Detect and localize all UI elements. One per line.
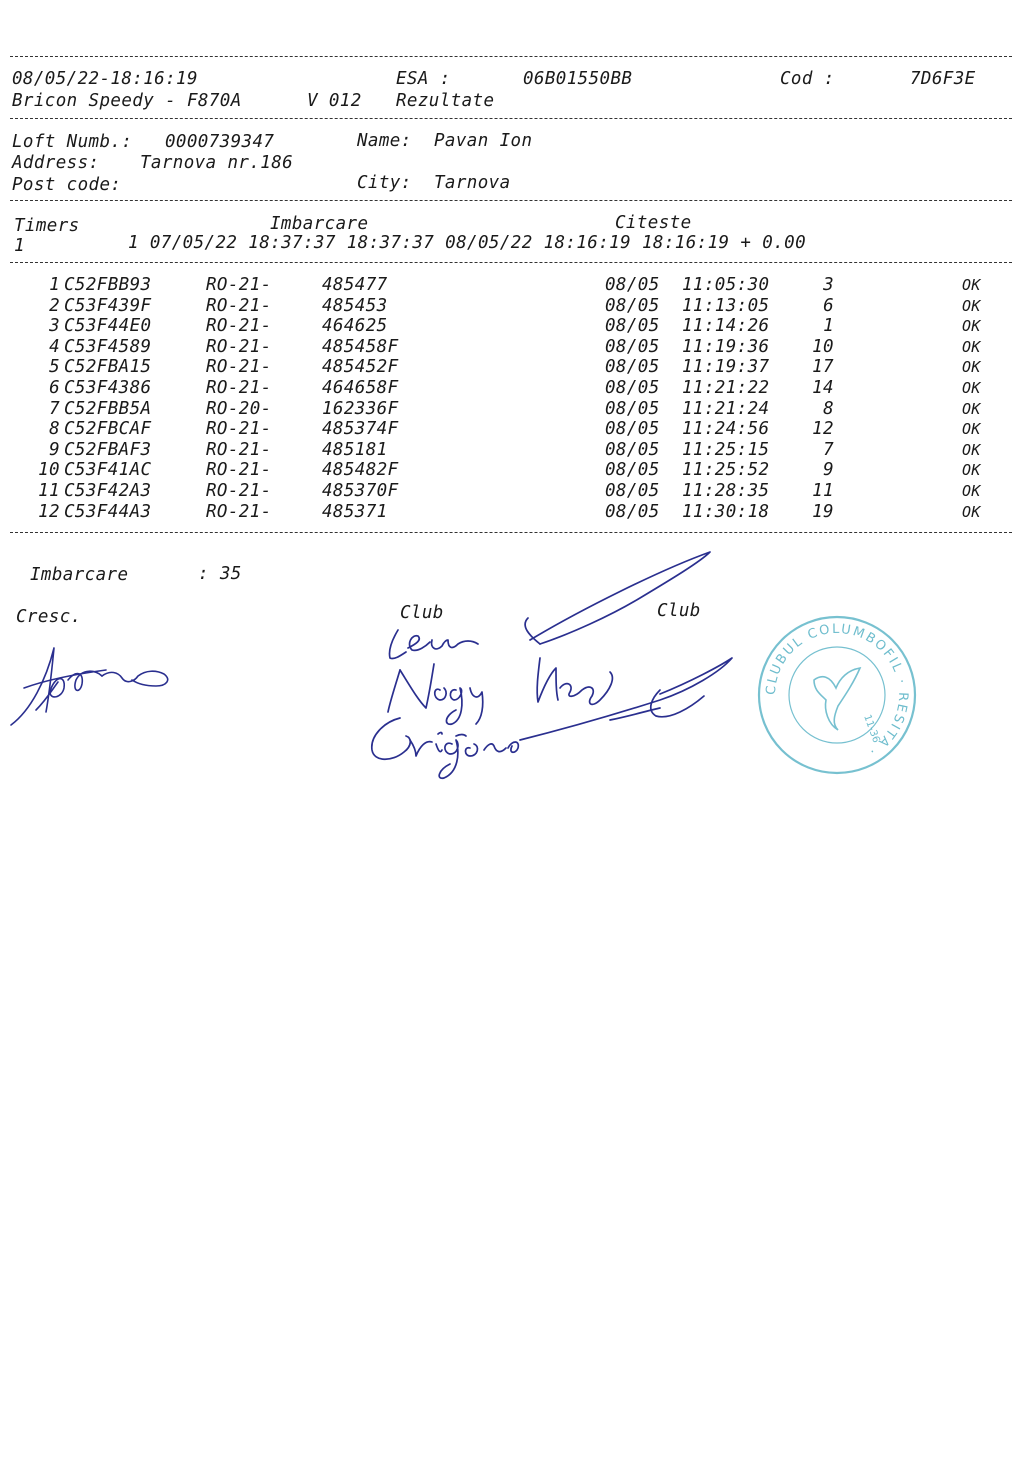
- breeder-label: Cresc.: [16, 607, 82, 627]
- row-number: 2: [49, 295, 60, 316]
- arrival-time: 11:19:36: [682, 336, 770, 357]
- timers-label: Timers: [14, 216, 80, 236]
- arrival-time: 11:21:24: [682, 398, 770, 419]
- ring-number: 485370F: [322, 481, 399, 501]
- ring-prefix: RO-21-: [206, 481, 272, 501]
- divider-header: [10, 118, 1012, 119]
- ring-number: 485181: [322, 439, 388, 460]
- status: OK: [962, 461, 981, 480]
- esa-value: 06B01550BB: [523, 69, 633, 89]
- row-number: 5: [49, 357, 60, 378]
- name-value: Pavan Ion: [434, 131, 533, 151]
- cod-label: Cod :: [780, 69, 835, 89]
- row-number: 4: [49, 336, 60, 357]
- arrival-date: 08/05: [605, 398, 660, 419]
- arrival-count: 6: [823, 295, 834, 316]
- ring-number: 162336F: [322, 398, 399, 419]
- row-number: 9: [49, 439, 60, 460]
- loft-number-value: 0000739347: [165, 132, 275, 152]
- arrival-count: 11: [812, 481, 834, 501]
- ring-prefix: RO-21-: [206, 275, 272, 295]
- status: OK: [962, 379, 981, 397]
- arrival-date: 08/05: [605, 295, 660, 316]
- arrival-time: 11:05:30: [682, 275, 770, 295]
- arrival-date: 08/05: [605, 460, 660, 481]
- divider-owner: [10, 200, 1012, 201]
- row-number: 12: [38, 501, 60, 522]
- postcode-label: Post code:: [12, 175, 122, 195]
- status: OK: [962, 276, 981, 294]
- arrival-count: 17: [812, 357, 834, 378]
- ring-prefix: RO-21-: [206, 501, 272, 522]
- ring-prefix: RO-21-: [206, 295, 272, 316]
- esa-label: ESA :: [396, 69, 451, 89]
- row-number: 7: [49, 398, 60, 419]
- chip-id: C52FBAF3: [64, 439, 152, 460]
- arrival-date: 08/05: [605, 439, 660, 460]
- timer-row: 1 07/05/22 18:37:37 18:37:37 08/05/22 18:16:19 18:16:19 + 0.00: [128, 233, 807, 253]
- arrival-time: 11:13:05: [682, 295, 770, 316]
- chip-id: C52FBA15: [64, 357, 152, 378]
- arrival-count: 9: [823, 460, 834, 481]
- row-number: 10: [38, 460, 60, 481]
- arrival-time: 11:21:22: [682, 378, 770, 398]
- club-label-left: Club: [400, 603, 444, 623]
- stamp-code: 11-36: [861, 713, 882, 745]
- header-datetime: 08/05/22-18:16:19: [12, 69, 198, 89]
- breeder-signature: [6, 640, 186, 740]
- chip-id: C53F44A3: [64, 501, 152, 522]
- status: OK: [962, 420, 981, 439]
- arrival-count: 3: [823, 275, 834, 295]
- ring-prefix: RO-21-: [206, 419, 272, 440]
- chip-id: C53F44E0: [64, 316, 152, 337]
- arrival-time: 11:19:37: [682, 357, 770, 378]
- chip-id: C53F4589: [64, 336, 152, 357]
- arrival-count: 12: [812, 419, 834, 440]
- row-number: 8: [49, 419, 60, 440]
- divider-results: [10, 532, 1012, 533]
- ring-number: 464658F: [322, 378, 399, 398]
- ring-prefix: RO-21-: [206, 336, 272, 357]
- arrival-date: 08/05: [605, 419, 660, 440]
- arrival-time: 11:24:56: [682, 419, 770, 440]
- row-number: 11: [38, 481, 60, 501]
- club-label-right: Club: [657, 601, 701, 621]
- device-version: V 012: [307, 91, 362, 111]
- status: OK: [962, 317, 981, 336]
- arrival-count: 8: [823, 398, 834, 419]
- arrival-count: 7: [823, 439, 834, 460]
- timers-imbarcare-label: Imbarcare: [270, 214, 369, 234]
- ring-prefix: RO-21-: [206, 439, 272, 460]
- arrival-time: 11:28:35: [682, 481, 770, 501]
- ring-number: 485453: [322, 295, 388, 316]
- status: OK: [962, 399, 981, 418]
- row-number: 6: [49, 378, 60, 398]
- club-signatures: [360, 540, 760, 790]
- footer-imbarcare-label: Imbarcare: [30, 565, 129, 585]
- city-label: City:: [357, 173, 412, 193]
- arrival-date: 08/05: [605, 275, 660, 295]
- ring-number: 485482F: [322, 460, 399, 481]
- address-value: Tarnova nr.186: [140, 153, 294, 173]
- timers-citeste-label: Citeste: [615, 213, 692, 233]
- arrival-time: 11:30:18: [682, 501, 770, 522]
- arrival-date: 08/05: [605, 316, 660, 337]
- ring-prefix: RO-21-: [206, 316, 272, 337]
- arrival-count: 19: [812, 501, 834, 522]
- club-stamp: [752, 610, 922, 780]
- arrival-date: 08/05: [605, 501, 660, 522]
- arrival-time: 11:25:15: [682, 439, 770, 460]
- arrival-time: 11:25:52: [682, 460, 770, 481]
- stamp-ring-text: [764, 622, 910, 759]
- ring-number: 464625: [322, 316, 388, 337]
- device-name: Bricon Speedy - F870A: [12, 91, 242, 111]
- chip-id: C53F41AC: [64, 460, 152, 481]
- chip-id: C52FBB5A: [64, 398, 152, 419]
- arrival-date: 08/05: [605, 357, 660, 378]
- stamp-ring-textpath: CLUBUL COLUMBOFIL · RESITA ·: [763, 621, 911, 760]
- city-value: Tarnova: [434, 173, 511, 193]
- divider-top: [10, 56, 1012, 57]
- arrival-count: 14: [812, 378, 834, 398]
- address-label: Address:: [12, 153, 100, 173]
- name-label: Name:: [357, 131, 412, 151]
- arrival-date: 08/05: [605, 336, 660, 357]
- ring-prefix: RO-21-: [206, 378, 272, 398]
- ring-prefix: RO-21-: [206, 357, 272, 378]
- status: OK: [962, 358, 981, 377]
- ring-prefix: RO-20-: [206, 398, 272, 419]
- arrival-date: 08/05: [605, 481, 660, 501]
- status: OK: [962, 337, 981, 356]
- divider-timers: [10, 262, 1012, 263]
- row-number: 3: [49, 316, 60, 337]
- row-number: 1: [49, 275, 60, 295]
- chip-id: C53F4386: [64, 378, 152, 398]
- footer-imbarcare-value: : 35: [198, 564, 242, 584]
- arrival-time: 11:14:26: [682, 316, 770, 337]
- chip-id: C52FBB93: [64, 275, 152, 295]
- cod-value: 7D6F3E: [910, 69, 976, 89]
- ring-prefix: RO-21-: [206, 460, 272, 481]
- ring-number: 485477: [322, 275, 388, 295]
- status: OK: [962, 440, 981, 459]
- ring-number: 485371: [322, 501, 388, 522]
- chip-id: C53F42A3: [64, 481, 152, 501]
- ring-number: 485452F: [322, 357, 399, 378]
- status: OK: [962, 296, 981, 315]
- ring-number: 485458F: [322, 336, 399, 357]
- status: OK: [962, 502, 981, 521]
- arrival-count: 10: [812, 336, 834, 357]
- arrival-date: 08/05: [605, 378, 660, 398]
- status: OK: [962, 482, 981, 500]
- chip-id: C53F439F: [64, 295, 152, 316]
- loft-number-label: Loft Numb.:: [12, 132, 133, 152]
- chip-id: C52FBCAF: [64, 419, 152, 440]
- ring-number: 485374F: [322, 419, 399, 440]
- document-type: Rezultate: [396, 91, 495, 111]
- timer-index: 1: [14, 236, 25, 256]
- arrival-count: 1: [823, 316, 834, 337]
